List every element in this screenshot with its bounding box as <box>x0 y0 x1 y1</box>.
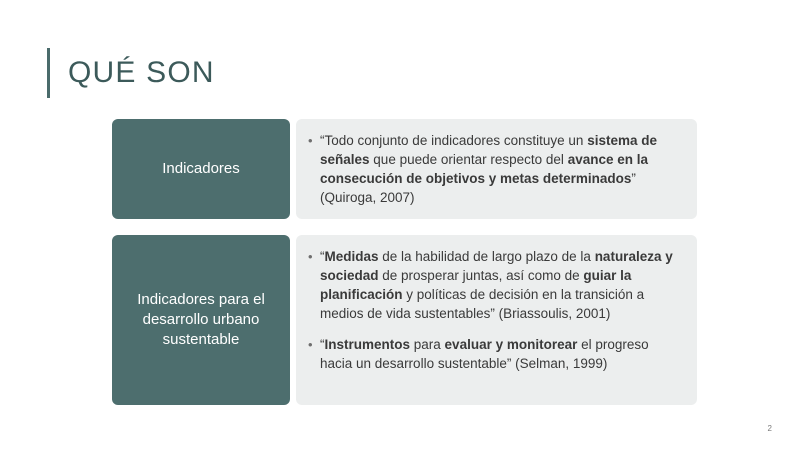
row-content-indicadores <box>296 119 697 219</box>
row-label-indicadores-desarrollo: Indicadores para el desarrollo urbano sustentable <box>112 235 290 405</box>
row-label-indicadores: Indicadores <box>112 119 290 219</box>
list-item <box>308 335 683 373</box>
bullet-text: “Todo conjunto de indicadores constituye un sistema de señales que puede orientar respecto del avance en la consecución de objetivos y metas determinados” (Quiroga, 2007) <box>320 133 657 205</box>
content-row-1 <box>112 119 697 219</box>
bullet-dot-icon: • <box>308 249 313 264</box>
row-content-indicadores-desarrollo <box>296 235 697 405</box>
bullet-text: “Medidas de la habilidad de largo plazo de la naturaleza y sociedad de prosperar juntas, así como de guiar la planificación y políticas de decisión en la transición a medios de vida sustentables” (Briassoulis, 2001) <box>320 249 673 321</box>
page-number: 2 <box>767 424 772 433</box>
content-row-2 <box>112 235 697 405</box>
page-title: QUÉ SON <box>68 56 215 89</box>
bullet-dot-icon: • <box>308 133 313 148</box>
bullet-dot-icon: • <box>308 337 313 352</box>
slide-title-group <box>47 48 215 98</box>
title-accent-bar <box>47 48 50 98</box>
list-item <box>308 131 683 207</box>
bullet-text: “Instrumentos para evaluar y monitorear el progreso hacia un desarrollo sustentable” (Selman, 1999) <box>320 337 649 371</box>
list-item <box>308 247 683 323</box>
